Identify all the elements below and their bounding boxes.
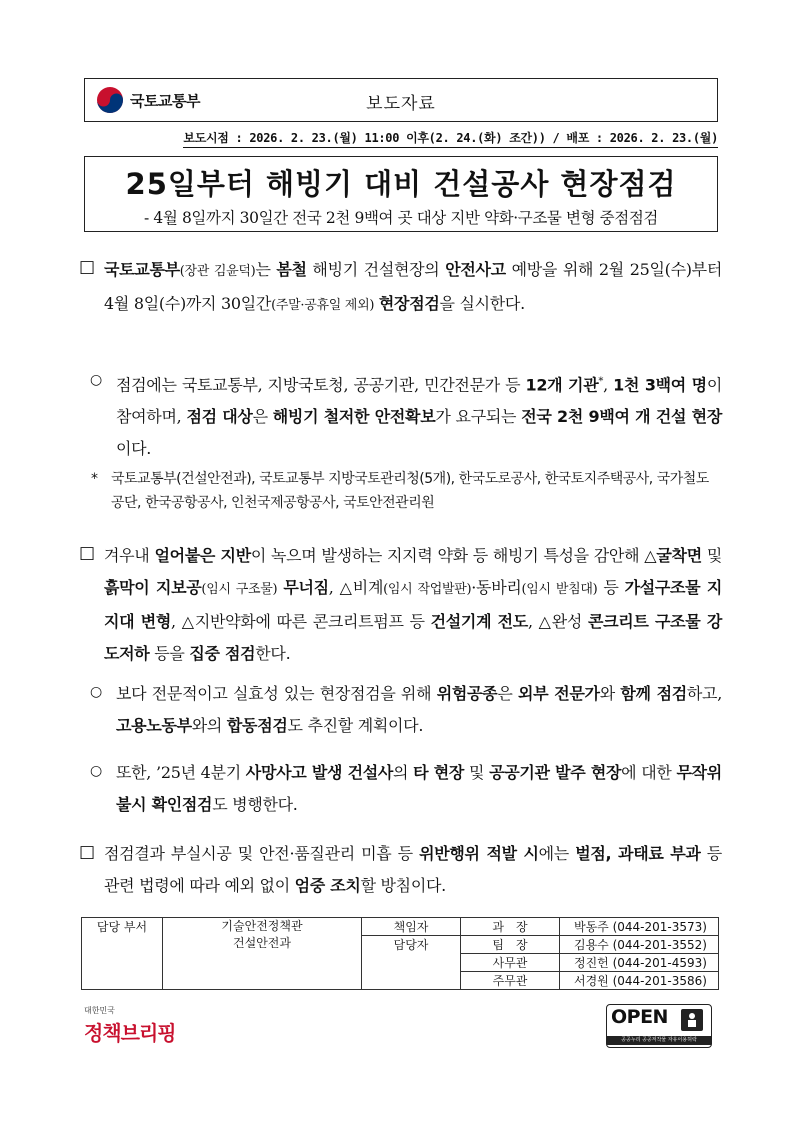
text-bold: 공공기관 발주 현장 <box>489 763 622 782</box>
text-bold: 봄철 <box>276 260 307 279</box>
paragraph-1 <box>104 254 722 322</box>
text: 도 병행한다. <box>212 795 298 814</box>
text-bold: 가설구조물 지지대 변형 <box>104 578 722 631</box>
contact-person: 서경원 (044-201-3586) <box>560 972 719 990</box>
text: 및 <box>701 546 722 565</box>
text: 등 <box>597 578 625 597</box>
paragraph-3 <box>104 540 722 670</box>
brand-name <box>84 1017 176 1046</box>
dept-label: 담당 부서 <box>82 918 163 990</box>
text: 등 관련 법령에 따라 예외 없이 <box>104 844 722 895</box>
page-subtitle: - 4월 8일까지 30일간 전국 2천 9백여 곳 대상 지반 약화·구조물 변형 중점점검 <box>144 209 658 227</box>
dept-cell <box>163 918 362 990</box>
brand-small: 대한민국 <box>84 1006 115 1015</box>
text-bold: 건설기계 전도 <box>430 612 528 631</box>
text-bold: 무너짐 <box>283 578 329 597</box>
contact-person: 박동주 (044-201-3573) <box>560 918 719 936</box>
circle-bullet-icon: ○ <box>90 684 103 700</box>
square-bullet-icon: □ <box>79 842 96 862</box>
text: 예방을 위해 2월 25일(수)부터 4월 8일(수)까지 30일간 <box>104 260 722 313</box>
text: 은 <box>497 684 518 703</box>
text: (임시 받침대) <box>521 582 598 597</box>
text: , △완성 <box>527 612 588 631</box>
text: 에는 <box>538 844 576 863</box>
text: 의 <box>393 763 414 782</box>
square-bullet-icon: □ <box>79 543 96 563</box>
text-bold: 전국 2천 9백여 개 건설 현장 <box>521 407 722 427</box>
text: 와의 <box>191 716 227 735</box>
text: 점검에는 국토교통부, 지방국토청, 공공기관, 민간전문가 등 <box>116 375 526 395</box>
policy-briefing-logo <box>84 1005 176 1046</box>
contact-title: 과 장 <box>461 918 560 936</box>
text: 와 <box>599 684 621 703</box>
doc-type: 보도자료 <box>366 94 436 114</box>
dept-name-1: 기술안전정책관 <box>221 919 303 933</box>
text: (임시 작업발판) <box>383 582 472 597</box>
text: 은 <box>252 407 273 427</box>
page-title: 25일부터 해빙기 대비 건설공사 현장점검 <box>125 167 677 201</box>
paragraph-4 <box>116 678 722 742</box>
text-bold: 안전사고 <box>445 260 506 279</box>
text: 겨우내 <box>104 546 155 565</box>
text: 보다 전문적이고 실효성 있는 현장점검을 위해 <box>116 684 437 703</box>
text-bold: 위험공종 <box>436 684 498 703</box>
contact-person: 김용수 (044-201-3552) <box>560 936 719 954</box>
text-bold: 벌점, 과태료 부과 <box>575 844 701 863</box>
open-caption: 공공누리 공공저작물 자유이용허락 <box>607 1036 711 1045</box>
text: 도 추진할 계획이다. <box>287 716 424 735</box>
text: 한다. <box>255 644 291 663</box>
text: 을 실시한다. <box>439 294 525 313</box>
release-info: 보도시점 : 2026. 2. 23.(월) 11:00 이후(2. 24.(화) 조간)) / 배포 : 2026. 2. 23.(월) <box>183 129 718 148</box>
text: 또한, ’25년 4분기 <box>116 763 246 782</box>
text-bold: 점검 대상 <box>186 407 253 427</box>
text-bold: 콘크리트 구조물 강도저하 <box>104 612 722 663</box>
text-bold: 엄중 조치 <box>294 876 361 895</box>
text: 이다. <box>116 439 152 459</box>
text-bold: 함께 점검 <box>620 684 687 703</box>
circle-bullet-icon: ○ <box>90 763 103 779</box>
contact-title: 사무관 <box>461 954 560 972</box>
text: , △지반약화에 따른 콘크리트펌프 등 <box>171 612 431 631</box>
staff-label: 담당자 <box>362 936 461 990</box>
paragraph-6 <box>104 838 722 902</box>
text: 이 녹으며 발생하는 지지력 약화 등 해빙기 특성을 감안해 △ <box>250 546 657 565</box>
resp-label: 책임자 <box>362 918 461 936</box>
text: 가 요구되는 <box>435 407 522 427</box>
text-bold: 위반행위 적발 시 <box>419 844 539 863</box>
square-bullet-icon: □ <box>79 257 96 277</box>
text: ·동바리 <box>471 578 522 597</box>
text-bold: 고용노동부 <box>116 716 192 735</box>
dept-name-2: 건설안전과 <box>233 936 291 950</box>
text: (주말·공휴일 제외) <box>271 298 375 313</box>
text-bold: 굴착면 <box>656 546 702 565</box>
text: 및 <box>464 763 490 782</box>
text: 이 참여하며, <box>116 375 722 427</box>
text-bold: 국토교통부 <box>104 260 180 279</box>
text-bold: 외부 전문가 <box>517 684 600 703</box>
contact-person: 정진헌 (044-201-4593) <box>560 954 719 972</box>
text-bold: 12개 기관 <box>525 375 599 395</box>
text-bold: 현장점검 <box>378 294 440 313</box>
footnote-mark: * <box>598 376 604 387</box>
circle-bullet-icon: ○ <box>90 372 103 388</box>
open-text: OPEN <box>611 1006 668 1028</box>
paragraph-5 <box>116 757 722 821</box>
text-bold: 얼어붙은 지반 <box>154 546 251 565</box>
contact-title: 팀 장 <box>461 936 560 954</box>
paragraph-2 <box>116 366 722 465</box>
text: 해빙기 건설현장의 <box>306 260 446 279</box>
text-bold: 사망사고 발생 건설사 <box>245 763 394 782</box>
text-bold: 해빙기 철저한 안전확보 <box>272 407 436 427</box>
footnote: 국토교통부(건설안전과), 국토교통부 지방국토관리청(5개), 한국도로공사, 한국토지주택공사, 국가철도공단, 한국공항공사, 인천국제공항공사, 국토안전관리원 <box>111 471 709 511</box>
text: , △비계 <box>328 578 384 597</box>
text: 할 방침이다. <box>360 876 446 895</box>
text: 하고, <box>686 684 722 703</box>
ministry-name: 국토교통부 <box>130 91 200 110</box>
header-box <box>84 78 718 122</box>
text: 에 대한 <box>621 763 677 782</box>
brand-text: 정책브리핑 <box>84 1021 176 1045</box>
text: 는 <box>255 260 277 279</box>
text-bold: 흙막이 지보공 <box>104 578 202 597</box>
table-row <box>82 918 719 936</box>
title-box <box>84 156 718 232</box>
text-bold: 합동점검 <box>226 716 288 735</box>
text: 점검결과 부실시공 및 안전·품질관리 미흡 등 <box>104 844 420 863</box>
text: (임시 구조물) <box>201 582 278 597</box>
text: , <box>603 375 614 395</box>
attribution-icon <box>681 1009 703 1031</box>
contact-table <box>81 917 719 990</box>
text-bold: 무작위 불시 확인점검 <box>116 763 722 814</box>
text: (장관 김윤덕) <box>179 264 256 279</box>
footnote-asterisk: * <box>91 471 98 487</box>
text-bold: 타 현장 <box>413 763 465 782</box>
contact-title: 주무관 <box>461 972 560 990</box>
text-bold: 집중 점검 <box>189 644 256 663</box>
text-bold: 1천 3백여 명 <box>613 375 707 395</box>
text: 등을 <box>149 644 190 663</box>
open-license-badge <box>606 1004 712 1048</box>
